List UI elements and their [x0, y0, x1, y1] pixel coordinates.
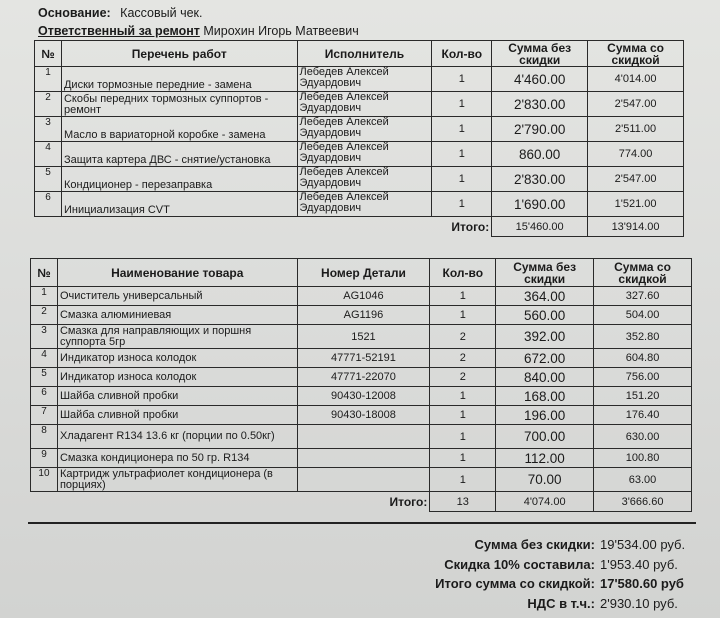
summary-discount [0, 557, 720, 575]
works-col-disc: Сумма со скидкой [588, 41, 684, 67]
goods-row-name: Смазка алюминиевая [57, 306, 297, 325]
works-row-qty: 1 [432, 67, 492, 92]
responsible-value: Мирохин Игорь Матвеевич [203, 24, 359, 38]
works-row-name: Защита картера ДВС - снятие/установка [61, 142, 297, 167]
works-row-executor: Лебедев Алексей Эдуардович [297, 92, 432, 117]
works-total-disc: 13'914.00 [588, 217, 684, 237]
goods-row-name: Хладагент R134 13.6 кг (порции по 0.50кг) [57, 425, 297, 449]
summary-divider [28, 522, 696, 524]
goods-total-row [31, 492, 692, 512]
goods-row-sum: 840.00 [496, 368, 594, 387]
works-col-num: № [35, 41, 62, 67]
responsible-line [38, 24, 359, 38]
goods-row-name: Смазка кондиционера по 50 гр. R134 [57, 449, 297, 468]
goods-row-name: Картридж ультрафиолет кондиционера (в порциях) [57, 468, 297, 492]
works-row-disc: 1'521.00 [588, 192, 684, 217]
works-row-sum: 1'690.00 [492, 192, 588, 217]
goods-row-disc: 604.80 [594, 349, 692, 368]
works-row-sum: 4'460.00 [492, 67, 588, 92]
works-row-qty: 1 [432, 192, 492, 217]
goods-row-qty: 1 [430, 306, 496, 325]
no-discount-value: 19'534.00 руб. [600, 537, 686, 552]
goods-row-disc: 327.60 [594, 287, 692, 306]
goods-row-name: Смазка для направляющих и поршня суппорта 5гр [57, 325, 297, 349]
works-row-qty: 1 [432, 167, 492, 192]
goods-row-qty: 2 [430, 368, 496, 387]
no-discount-label: Сумма без скидки: [474, 537, 595, 552]
goods-row-qty: 1 [430, 449, 496, 468]
works-row-qty: 1 [432, 92, 492, 117]
goods-row-sum: 672.00 [496, 349, 594, 368]
goods-row-part: AG1046 [297, 287, 430, 306]
goods-row-disc: 151.20 [594, 387, 692, 406]
goods-row-part [297, 468, 430, 492]
vat-label: НДС в т.ч.: [527, 596, 595, 611]
goods-row-name: Шайба сливной пробки [57, 406, 297, 425]
works-row-name: Инициализация CVT [61, 192, 297, 217]
goods-row-num: 8 [31, 425, 58, 449]
goods-row-num: 5 [31, 368, 58, 387]
goods-row-num: 2 [31, 306, 58, 325]
works-row-executor: Лебедев Алексей Эдуардович [297, 117, 432, 142]
goods-row-disc: 756.00 [594, 368, 692, 387]
table-row [35, 142, 684, 167]
goods-row-part: 90430-18008 [297, 406, 430, 425]
discount-value: 1'953.40 руб. [600, 557, 678, 572]
goods-row-part: 90430-12008 [297, 387, 430, 406]
goods-row-num: 10 [31, 468, 58, 492]
goods-row-sum: 196.00 [496, 406, 594, 425]
goods-row-name: Шайба сливной пробки [57, 387, 297, 406]
works-row-executor: Лебедев Алексей Эдуардович [297, 192, 432, 217]
goods-row-part: 47771-22070 [297, 368, 430, 387]
goods-row-qty: 2 [430, 325, 496, 349]
works-row-executor: Лебедев Алексей Эдуардович [297, 142, 432, 167]
summary-block [0, 537, 720, 617]
goods-col-qty: Кол-во [430, 259, 496, 287]
works-col-sum: Сумма без скидки [492, 41, 588, 67]
goods-row-part: AG1196 [297, 306, 430, 325]
works-row-sum: 2'830.00 [492, 167, 588, 192]
goods-row-sum: 392.00 [496, 325, 594, 349]
works-row-executor: Лебедев Алексей Эдуардович [297, 167, 432, 192]
goods-row-num: 1 [31, 287, 58, 306]
goods-row-sum: 70.00 [496, 468, 594, 492]
works-row-disc: 2'547.00 [588, 167, 684, 192]
works-row-sum: 2'830.00 [492, 92, 588, 117]
goods-row-part [297, 449, 430, 468]
works-total-sum: 15'460.00 [492, 217, 588, 237]
works-row-num: 1 [35, 67, 62, 92]
table-row [35, 67, 684, 92]
goods-col-disc: Сумма со скидкой [594, 259, 692, 287]
basis-value: Кассовый чек. [120, 6, 203, 20]
works-col-name: Перечень работ [61, 41, 297, 67]
basis-line [38, 6, 202, 20]
works-row-num: 5 [35, 167, 62, 192]
goods-row-disc: 176.40 [594, 406, 692, 425]
goods-row-sum: 168.00 [496, 387, 594, 406]
table-row [31, 387, 692, 406]
responsible-label: Ответственный за ремонт [38, 24, 200, 38]
goods-row-qty: 2 [430, 349, 496, 368]
goods-row-qty: 1 [430, 287, 496, 306]
goods-row-qty: 1 [430, 468, 496, 492]
table-row [35, 192, 684, 217]
table-row [31, 349, 692, 368]
table-row [31, 325, 692, 349]
works-row-sum: 860.00 [492, 142, 588, 167]
works-row-disc: 2'511.00 [588, 117, 684, 142]
goods-header-row [31, 259, 692, 287]
goods-row-part: 1521 [297, 325, 430, 349]
works-row-name: Масло в вариаторной коробке - замена [61, 117, 297, 142]
works-table [34, 40, 684, 237]
goods-row-sum: 112.00 [496, 449, 594, 468]
goods-row-qty: 1 [430, 425, 496, 449]
goods-row-disc: 63.00 [594, 468, 692, 492]
total-value: 17'580.60 руб [600, 576, 684, 591]
works-row-disc: 774.00 [588, 142, 684, 167]
works-row-name: Скобы передних тормозных суппортов - ремонт [61, 92, 297, 117]
goods-row-num: 9 [31, 449, 58, 468]
goods-col-num: № [31, 259, 58, 287]
goods-row-disc: 630.00 [594, 425, 692, 449]
table-row [31, 287, 692, 306]
goods-row-name: Очиститель универсальный [57, 287, 297, 306]
goods-row-num: 4 [31, 349, 58, 368]
works-row-sum: 2'790.00 [492, 117, 588, 142]
table-row [35, 92, 684, 117]
goods-col-sum: Сумма без скидки [496, 259, 594, 287]
total-label: Итого сумма со скидкой: [435, 576, 595, 591]
basis-label: Основание: [38, 6, 111, 20]
works-col-executor: Исполнитель [297, 41, 432, 67]
table-row [31, 368, 692, 387]
works-row-num: 4 [35, 142, 62, 167]
table-row [31, 306, 692, 325]
goods-total-disc: 3'666.60 [594, 492, 692, 512]
works-row-qty: 1 [432, 117, 492, 142]
works-row-qty: 1 [432, 142, 492, 167]
works-col-qty: Кол-во [432, 41, 492, 67]
goods-row-disc: 504.00 [594, 306, 692, 325]
summary-vat [0, 596, 720, 614]
goods-row-num: 6 [31, 387, 58, 406]
works-header-row [35, 41, 684, 67]
works-row-disc: 2'547.00 [588, 92, 684, 117]
works-row-num: 2 [35, 92, 62, 117]
goods-row-sum: 700.00 [496, 425, 594, 449]
goods-row-name: Индикатор износа колодок [57, 349, 297, 368]
goods-row-disc: 100.80 [594, 449, 692, 468]
table-row [31, 425, 692, 449]
goods-row-num: 3 [31, 325, 58, 349]
goods-row-qty: 1 [430, 406, 496, 425]
summary-no-discount [0, 537, 720, 555]
table-row [35, 167, 684, 192]
goods-total-sum: 4'074.00 [496, 492, 594, 512]
goods-total-label: Итого: [389, 494, 428, 509]
goods-row-part [297, 425, 430, 449]
works-total-row [35, 217, 684, 237]
goods-row-disc: 352.80 [594, 325, 692, 349]
works-row-disc: 4'014.00 [588, 67, 684, 92]
table-row [31, 449, 692, 468]
works-total-label: Итого: [451, 219, 490, 234]
vat-value: 2'930.10 руб. [600, 596, 678, 611]
goods-row-name: Индикатор износа колодок [57, 368, 297, 387]
summary-total [0, 576, 720, 594]
goods-row-sum: 364.00 [496, 287, 594, 306]
table-row [35, 117, 684, 142]
goods-col-part: Номер Детали [297, 259, 430, 287]
goods-table [30, 258, 692, 512]
table-row [31, 406, 692, 425]
works-row-num: 6 [35, 192, 62, 217]
goods-row-num: 7 [31, 406, 58, 425]
discount-label: Скидка 10% составила: [444, 557, 595, 572]
goods-row-sum: 560.00 [496, 306, 594, 325]
works-row-name: Диски тормозные передние - замена [61, 67, 297, 92]
table-row [31, 468, 692, 492]
works-row-name: Кондиционер - перезаправка [61, 167, 297, 192]
works-row-executor: Лебедев Алексей Эдуардович [297, 67, 432, 92]
goods-col-name: Наименование товара [57, 259, 297, 287]
goods-total-qty: 13 [430, 492, 496, 512]
goods-row-part: 47771-52191 [297, 349, 430, 368]
works-row-num: 3 [35, 117, 62, 142]
goods-row-qty: 1 [430, 387, 496, 406]
